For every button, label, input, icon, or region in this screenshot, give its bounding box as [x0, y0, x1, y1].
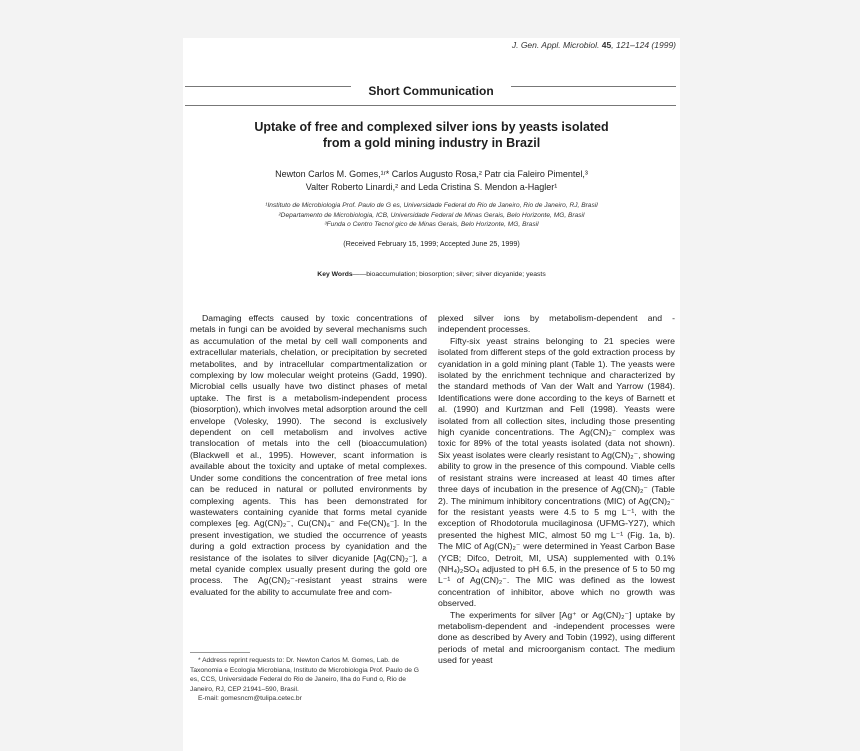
heading-rule — [185, 105, 676, 106]
paragraph: Fifty-six yeast strains belonging to 21 species were isolated from different steps of the gold extraction process by cyanidation in a gold mining plant (Table 1). The yeasts were isolated by the enrichment technique and characterized by the standard methods of Van der Walt and Yarrow (1984). Identifications were done according to the keys of Barnett et al. (1990) and Kurtzman and Fell (1998). Yeasts were isolated from all collection sites, including those presenting high cyanide concentrations. The Ag(CN)₂⁻ complex was toxic for 89% of the total yeasts isolated (data not shown). Six yeast isolates were clearly resistant to Ag(CN)₂⁻, showing ability to grow in the presence of this compound. Viable cells of resistant strains were increased at least 40 times after three days of incubation in the presence of Ag(CN)₂⁻ (Table 2). The minimum inhibitory concentrations (MIC) of Ag(CN)₂⁻ for the resistant yeasts were 4.5 to 5 mg L⁻¹, with the exception of Rhodotorula mucilaginosa (UFMG-Y27), which presented the highest MIC, almost 50 mg L⁻¹ (Fig. 1a, b). The MIC of Ag(CN)₂⁻ were determined in Yeast Carbon Base (YCB; Difco, Detroit, MI, USA) supplemented with 0.1% (NH₄)₂SO₄ adjusted to pH 6.5, in the presence of 5 to 50 mg L⁻¹ of Ag(CN)₂⁻. The MIC was defined as the lowest concentration of inhibitor, above which no growth was observed. — [438, 335, 675, 609]
body-column-left — [190, 313, 427, 598]
affiliation-1: ¹Instituto de Microbiologia Prof. Paulo de G es, Universidade Federal do Rio de Janeiro, Rio de Janeiro, RJ, Brasil — [265, 202, 598, 209]
journal-pages: , 121–124 (1999) — [611, 40, 676, 50]
title-line-1: Uptake of free and complexed silver ions by yeasts isolated — [254, 120, 609, 134]
journal-citation — [512, 40, 676, 50]
authors-line-2: Valter Roberto Linardi,² and Leda Cristina S. Mendon a-Hagler¹ — [305, 182, 558, 192]
affiliations — [203, 201, 660, 230]
paper-page — [183, 38, 680, 751]
paragraph: plexed silver ions by metabolism-dependent and -independent processes. — [438, 313, 675, 335]
footnote — [190, 656, 427, 704]
footnote-email: E-mail: gomesncm@tulipa.cetec.br — [198, 695, 302, 703]
affiliation-2: ²Departamento de Microbiologia, ICB, Universidade Federal de Minas Gerais, Belo Horizonte, MG, Brasil — [278, 211, 585, 219]
journal-name: J. Gen. Appl. Microbiol. — [511, 40, 600, 50]
paper-title — [203, 119, 660, 151]
author-list — [203, 168, 660, 194]
affiliation-3: ³Funda o Centro Tecnol gico de Minas Gerais, Belo Horizonte, MG, Brasil — [324, 221, 539, 228]
keywords-text: ——bioaccumulation; biosorption; silver; silver dicyanide; yeasts — [352, 271, 546, 278]
footnote-address: * Address reprint requests to: Dr. Newton Carlos M. Gomes, Lab. de Taxonomia e Ecologia Microbiana, Instituto de Microbiologia Prof. Paulo de G es, CCS, Universidade Federal do Rio de Janeiro, Ilha do Fund o, Rio de Janeiro, RJ, CEP 21941–590, Brasil. — [190, 657, 419, 693]
section-heading: Short Communication — [351, 84, 511, 98]
paragraph: The experiments for silver [Ag⁺ or Ag(CN)₂⁻] uptake by metabolism-dependent and -independent processes were done as described by Avery and Tobin (1992), using different periods of metal and microorganism contact. The medium used for yeast — [438, 609, 675, 666]
journal-volume: 45 — [601, 40, 612, 50]
title-line-2: from a gold mining industry in Brazil — [322, 136, 541, 150]
received-dates: (Received February 15, 1999; Accepted June 25, 1999) — [343, 239, 520, 248]
keywords-label: Key Words — [317, 271, 353, 278]
keywords — [203, 271, 660, 278]
footnote-rule — [190, 652, 250, 653]
authors-line-1: Newton Carlos M. Gomes,¹ʳ* Carlos Augusto Rosa,² Patr cia Faleiro Pimentel,³ — [275, 169, 588, 179]
body-column-right — [438, 313, 675, 667]
paragraph: Damaging effects caused by toxic concentrations of metals in fungi can be avoided by several mechanisms such as accumulation of the metal by cell wall components and extracellular materials, chelation, or precipitation by secreted metabolites, and by intracellular compartmentalization or complexing by low molecular weight proteins (Gadd, 1990). Microbial cells usually have two distinct phases of metal uptake. The first is a metabolism-independent process (biosorption), which involves metal adsorption around the cell envelope (Volesky, 1990). The second is exclusively dependent on cell metabolism and involves active translocation of metals into the cell (bioaccumulation) (Blackwell et al., 1995). However, scant information is available about the toxicity and uptake of metal complexes. Under some conditions the concentration of free metal ions can be reduced in natural or polluted environments by complexing agents. This has been demonstrated for wastewaters containing cyanide that forms metal cyanide complexes [eg. Ag(CN)₂⁻, Cu(CN)₄⁻ and Fe(CN)₆⁻]. In the present investigation, we studied the occurrence of yeasts during a gold extraction process by cyanidation and the resistance of the isolates to silver dicyanide [Ag(CN)₂⁻], a metal cyanide complex usually present during the gold ore process. The Ag(CN)₂⁻-resistant yeast strains were evaluated for the ability to accumulate free and com- — [190, 313, 427, 597]
